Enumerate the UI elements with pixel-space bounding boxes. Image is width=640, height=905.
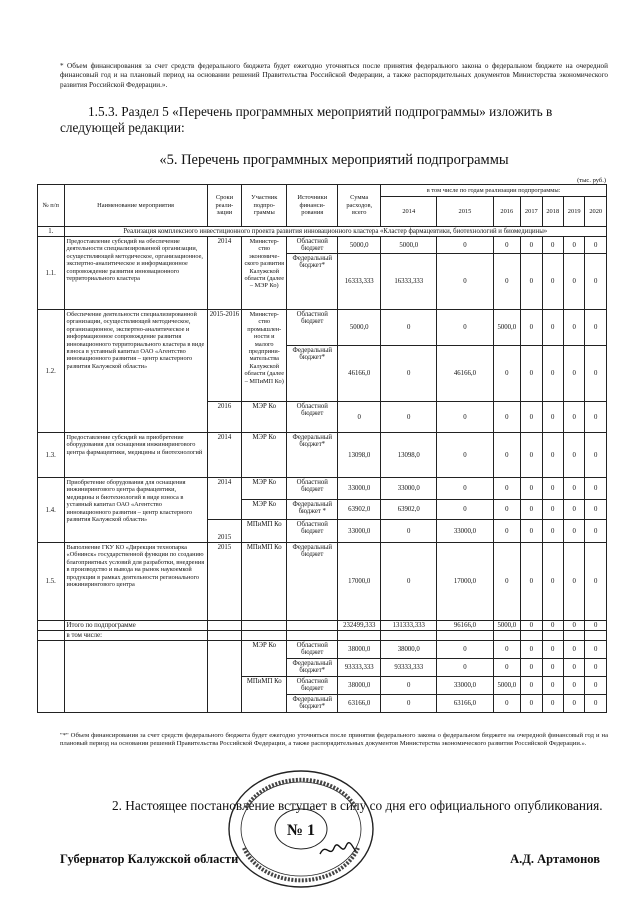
row-participant: МПиМП Ко (242, 677, 287, 713)
row-participant: Министер-ство промышлен-ности и малого предприни-мательства Калужской области (далее – МПиМП Ко) (242, 310, 287, 402)
header-year: 2019 (563, 197, 584, 227)
total-row (38, 621, 607, 631)
year-value: 0 (563, 237, 584, 254)
year-value: 0 (585, 677, 607, 695)
row-source: Федеральный бюджет* (287, 254, 338, 310)
row-source: Областной бюджет (287, 641, 338, 659)
row-name: Обеспечение деятельности специализированной организации, осуществляющей методическое, организационное, экспертно-аналитическое и информационное сопровождение развития инновационного территориального кластера в виде взноса в уставный капитал ОАО «Агентство инновационного развития – центр кластерного развития Калужской области» (64, 310, 207, 433)
year-value: 0 (521, 402, 542, 433)
year-value: 0 (563, 478, 584, 500)
year-value: 0 (542, 402, 563, 433)
header-name: Наименование мероприятия (64, 185, 207, 227)
year-value: 0 (493, 500, 521, 520)
year-value: 0 (563, 346, 584, 402)
year-value: 0 (521, 346, 542, 402)
row-source: Областной бюджет (287, 478, 338, 500)
table-row (38, 543, 607, 621)
year-value: 0 (542, 478, 563, 500)
year-value: 0 (381, 402, 437, 433)
row-source: Областной бюджет (287, 402, 338, 433)
row-no: 1.4. (38, 478, 65, 543)
year-value: 0 (542, 433, 563, 478)
row-total: 93333,333 (338, 659, 381, 677)
row-participant: МЭР Ко (242, 500, 287, 520)
header-year: 2020 (585, 197, 607, 227)
header-year: 2018 (542, 197, 563, 227)
year-value: 0 (521, 621, 542, 631)
row-no: 1.1. (38, 237, 65, 310)
year-value: 63166,0 (437, 695, 493, 713)
measures-table (37, 184, 607, 713)
year-value: 0 (585, 310, 607, 346)
effective-date-clause: 2. Настоящее постановление вступает в силу со дня его официального опубликования. (112, 798, 603, 813)
year-value: 0 (521, 677, 542, 695)
row-term: 2015 (207, 543, 242, 621)
year-value: 0 (521, 310, 542, 346)
year-value: 0 (563, 500, 584, 520)
year-value: 0 (437, 237, 493, 254)
year-value: 0 (437, 433, 493, 478)
year-value: 0 (585, 237, 607, 254)
row-source: Федеральный бюджет* (287, 346, 338, 402)
section-heading: 1.5.3. Раздел 5 «Перечень программных мероприятий подпрограммы» изложить в следующей редакции: (60, 104, 553, 135)
row-source: Федеральный бюджет (287, 543, 338, 621)
year-value: 0 (381, 677, 437, 695)
row-source: Областной бюджет (287, 310, 338, 346)
year-value: 0 (542, 520, 563, 543)
year-value: 0 (493, 254, 521, 310)
table-title: «5. Перечень программных мероприятий подпрограммы (159, 152, 509, 168)
row-term: 2014 (207, 478, 242, 520)
year-value: 0 (493, 402, 521, 433)
row-total: 38000,0 (338, 641, 381, 659)
year-value: 0 (493, 520, 521, 543)
stamp-number: № 1 (286, 822, 316, 839)
year-value: 0 (563, 402, 584, 433)
year-value: 0 (563, 659, 584, 677)
year-value: 5000,0 (493, 677, 521, 695)
header-source: Источники финанси-рования (287, 185, 338, 227)
year-value: 0 (521, 500, 542, 520)
year-value: 0 (521, 478, 542, 500)
year-value: 0 (381, 695, 437, 713)
year-value: 16333,333 (381, 254, 437, 310)
signature (318, 840, 358, 860)
row-name: Приобретение оборудования для оснащения инжинирингового центра фармацевтики, медицины и биотехнологий в виде взноса в уставный капитал ОАО «Агентство инновационного развития – центр кластерного развития Калужской области» (64, 478, 207, 543)
table-row (38, 310, 607, 346)
year-value: 0 (585, 500, 607, 520)
row-participant: МЭР Ко (242, 478, 287, 500)
year-value: 5000,0 (493, 621, 521, 631)
header-term: Сроки реали-зации (207, 185, 242, 227)
year-value: 46166,0 (437, 346, 493, 402)
year-value: 0 (381, 543, 437, 621)
year-value: 0 (585, 659, 607, 677)
including-label: в том числе: (64, 631, 207, 641)
row-total: 5000,0 (338, 237, 381, 254)
row-participant: МПиМП Ко (242, 543, 287, 621)
row-source: Федеральный бюджет* (287, 659, 338, 677)
year-value: 0 (542, 346, 563, 402)
row-total: 0 (338, 402, 381, 433)
year-value: 0 (585, 478, 607, 500)
year-value: 0 (585, 433, 607, 478)
year-value: 0 (381, 310, 437, 346)
year-value: 0 (542, 659, 563, 677)
year-value: 0 (563, 641, 584, 659)
governor-label: Губернатор Калужской области (60, 852, 239, 866)
year-value: 0 (563, 543, 584, 621)
header-year: 2016 (493, 197, 521, 227)
year-value: 33000,0 (437, 520, 493, 543)
year-value: 5000,0 (493, 310, 521, 346)
year-value: 0 (585, 254, 607, 310)
header-row-1 (38, 185, 607, 197)
year-value: 0 (542, 500, 563, 520)
unit-label: (тыс. руб.) (577, 177, 606, 184)
row-source: Областной бюджет (287, 520, 338, 543)
total-label: Итого по подпрограмме (64, 621, 207, 631)
row-no: 1.5. (38, 543, 65, 621)
year-value: 0 (585, 641, 607, 659)
year-value: 33000,0 (381, 478, 437, 500)
row-total: 232499,333 (338, 621, 381, 631)
row-participant: Министер-ство экономиче-ского развития Калужской области (далее – МЭР Ко) (242, 237, 287, 310)
year-value: 0 (563, 433, 584, 478)
year-value: 0 (493, 478, 521, 500)
header-total: Сумма расходов, всего (338, 185, 381, 227)
year-value: 0 (585, 543, 607, 621)
year-value: 0 (563, 310, 584, 346)
year-value: 0 (521, 659, 542, 677)
year-value: 0 (493, 433, 521, 478)
year-value: 93333,333 (381, 659, 437, 677)
row-no: 1.3. (38, 433, 65, 478)
year-value: 0 (542, 695, 563, 713)
year-value: 0 (585, 520, 607, 543)
row-total: 5000,0 (338, 310, 381, 346)
year-value: 0 (437, 478, 493, 500)
row-total: 46166,0 (338, 346, 381, 402)
section-row (38, 227, 607, 237)
year-value: 13098,0 (381, 433, 437, 478)
year-value: 0 (493, 695, 521, 713)
row-name: Предоставление субсидий на приобретение оборудования для оснащения инжинирингового центра фармацевтики, медицины и биотехнологий (64, 433, 207, 478)
row-participant: МЭР Ко (242, 641, 287, 677)
official-stamp (226, 768, 376, 890)
row-term: 2014 (207, 237, 242, 310)
year-value: 0 (563, 621, 584, 631)
section-text: Реализация комплексного инвестиционного проекта развития инновационного кластера «Кластер фармацевтики, биотехнологий и биомедицины» (64, 227, 606, 237)
row-total: 16333,333 (338, 254, 381, 310)
year-value: 0 (437, 254, 493, 310)
year-value: 0 (493, 346, 521, 402)
row-total: 63166,0 (338, 695, 381, 713)
header-no: № п/п (38, 185, 65, 227)
year-value: 0 (381, 520, 437, 543)
year-value: 0 (521, 695, 542, 713)
table-row (38, 433, 607, 478)
row-source: Областной бюджет (287, 677, 338, 695)
row-source: Федеральный бюджет* (287, 695, 338, 713)
row-term: 2015-2016 (207, 310, 242, 402)
row-total: 33000,0 (338, 520, 381, 543)
year-value: 0 (521, 237, 542, 254)
row-no: 1.2. (38, 310, 65, 433)
year-value: 0 (542, 677, 563, 695)
year-value: 0 (542, 310, 563, 346)
section-no: 1. (38, 227, 65, 237)
year-value: 0 (542, 237, 563, 254)
year-value: 0 (542, 543, 563, 621)
row-total: 17000,0 (338, 543, 381, 621)
header-year: 2015 (437, 197, 493, 227)
year-value: 131333,333 (381, 621, 437, 631)
row-total: 13098,0 (338, 433, 381, 478)
year-value: 5000,0 (381, 237, 437, 254)
row-name: Выполнение ГКУ КО «Дирекция технопарка «Обнинск» государственной функции по созданию благоприятных условий для разработки, внедрения в производство и вывода на рынок наукоемкой продукции в рамках деятельности регионального инжинирингового центра (64, 543, 207, 621)
year-value: 0 (437, 402, 493, 433)
year-value: 0 (521, 641, 542, 659)
year-value: 0 (521, 520, 542, 543)
header-years-caption: в том числе по годам реализации подпрограммы: (381, 185, 607, 197)
year-value: 0 (437, 500, 493, 520)
year-value: 0 (585, 346, 607, 402)
year-value: 38000,0 (381, 641, 437, 659)
year-value: 0 (493, 543, 521, 621)
row-source: Федеральный бюджет* (287, 433, 338, 478)
table-row (38, 237, 607, 254)
row-source: Областной бюджет (287, 237, 338, 254)
header-year: 2017 (521, 197, 542, 227)
year-value: 0 (493, 659, 521, 677)
footnote-top: * Объем финансирования за счет средств федерального бюджета будет ежегодно уточняться после принятия федерального закона о федеральном бюджете на очередной финансовый год и на плановый период на основании решений Правительства Российской Федерации, а также распорядительных документов Министерства экономического развития Российской Федерации.». (60, 62, 608, 89)
header-participant: Участник подпро-граммы (242, 185, 287, 227)
year-value: 0 (521, 254, 542, 310)
year-value: 0 (585, 695, 607, 713)
governor-name: А.Д. Артамонов (510, 852, 600, 866)
year-value: 0 (563, 254, 584, 310)
year-value: 0 (381, 346, 437, 402)
year-value: 0 (437, 310, 493, 346)
year-value: 0 (437, 641, 493, 659)
year-value: 0 (563, 520, 584, 543)
row-total: 33000,0 (338, 478, 381, 500)
year-value: 0 (563, 677, 584, 695)
year-value: 0 (521, 433, 542, 478)
year-value: 0 (542, 621, 563, 631)
year-value: 0 (542, 254, 563, 310)
row-term: 2015 (207, 520, 242, 543)
table-row (38, 641, 607, 659)
year-value: 17000,0 (437, 543, 493, 621)
row-participant: МЭР Ко (242, 433, 287, 478)
year-value: 0 (493, 237, 521, 254)
year-value: 0 (521, 543, 542, 621)
year-value: 0 (585, 402, 607, 433)
row-participant: МЭР Ко (242, 402, 287, 433)
row-source: Федеральный бюджет * (287, 500, 338, 520)
year-value: 0 (493, 641, 521, 659)
year-value: 0 (437, 659, 493, 677)
year-value: 63902,0 (381, 500, 437, 520)
including-row (38, 631, 607, 641)
row-participant: МПиМП Ко (242, 520, 287, 543)
row-total: 38000,0 (338, 677, 381, 695)
year-value: 0 (585, 621, 607, 631)
year-value: 33000,0 (437, 677, 493, 695)
row-term: 2016 (207, 402, 242, 433)
footnote-bottom: "*" Объем финансирования за счет средств федерального бюджета будет ежегодно уточняться после принятия федерального закона о федеральном бюджете на очередной финансовый год и на плановый период на основании решений Правительства Российской Федерации, а также распорядительных документов Министерства экономического развития Российской Федерации.». (60, 732, 608, 748)
row-term: 2014 (207, 433, 242, 478)
year-value: 0 (563, 695, 584, 713)
header-year: 2014 (381, 197, 437, 227)
table-row (38, 478, 607, 500)
row-name: Предоставление субсидий на обеспечение деятельности специализированной организации, осуществляющей методическое, организационное, экспертно-аналитическое и информационное сопровождение развития инновационного территориального кластера (64, 237, 207, 310)
year-value: 96166,0 (437, 621, 493, 631)
year-value: 0 (542, 641, 563, 659)
row-total: 63902,0 (338, 500, 381, 520)
